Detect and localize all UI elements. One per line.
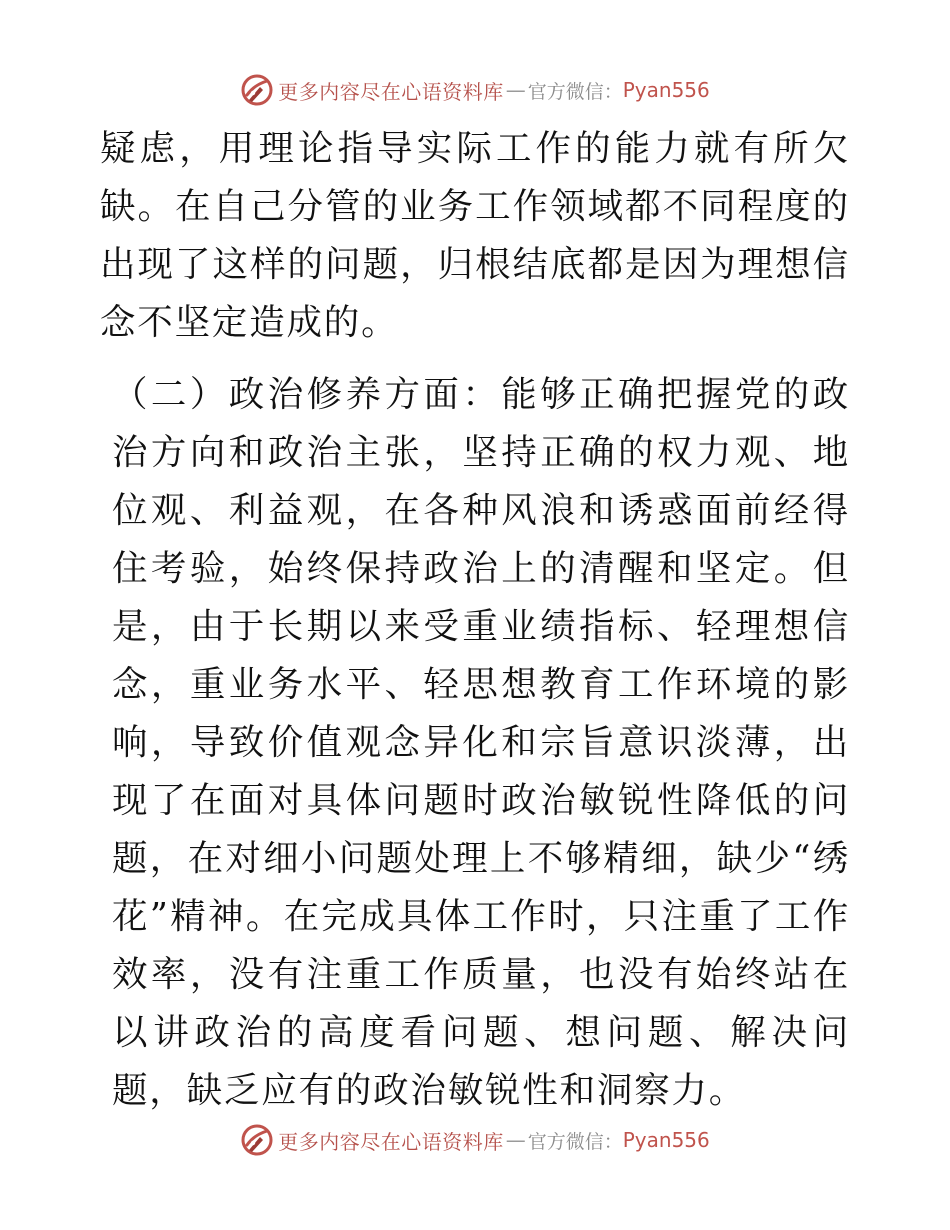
body-paragraph-1: 疑虑，用理论指导实际工作的能力就有所欠缺。在自己分管的业务工作领域都不同程度的出现了这样的问题，归根结底都是因为理想信念不坚定造成的。 [100,128,850,343]
watermark-site-name: 更多内容尽在心语资料库 [278,79,504,104]
brush-pen-logo-icon [240,73,274,107]
watermark-dash: — [505,1128,526,1152]
watermark-official-label: 官方微信： [527,80,623,103]
header-watermark [0,70,950,110]
watermark-wechat-handle: Pyan556 [622,1128,710,1152]
body-paragraph-2: （二）政治修养方面：能够正确把握党的政治方向和政治主张，坚持正确的权力观、地位观、利益观，在各种风浪和诱惑面前经得住考验，始终保持政治上的清醒和坚定。但是，由于长期以来受重业绩指标、轻理想信念，重业务水平、轻思想教育工作环境的影响，导致价值观念异化和宗旨意识淡薄，出现了在面对具体问题时政治敏锐性降低的问题，在对细小问题处理上不够精细，缺少“绣花”精神。在完成具体工作时，只注重了工作效率，没有注重工作质量，也没有始终站在以讲政治的高度看问题、想问题、解决问题，缺乏应有的政治敏锐性和洞察力。 [112,374,850,1111]
watermark-official-label: 官方微信： [527,1130,623,1153]
footer-watermark [0,1120,950,1160]
watermark-wechat-handle: Pyan556 [622,78,710,102]
brush-pen-logo-icon [240,1123,274,1157]
watermark-site-name: 更多内容尽在心语资料库 [278,1129,504,1154]
watermark-dash: — [505,78,526,102]
document-body [100,120,850,1120]
